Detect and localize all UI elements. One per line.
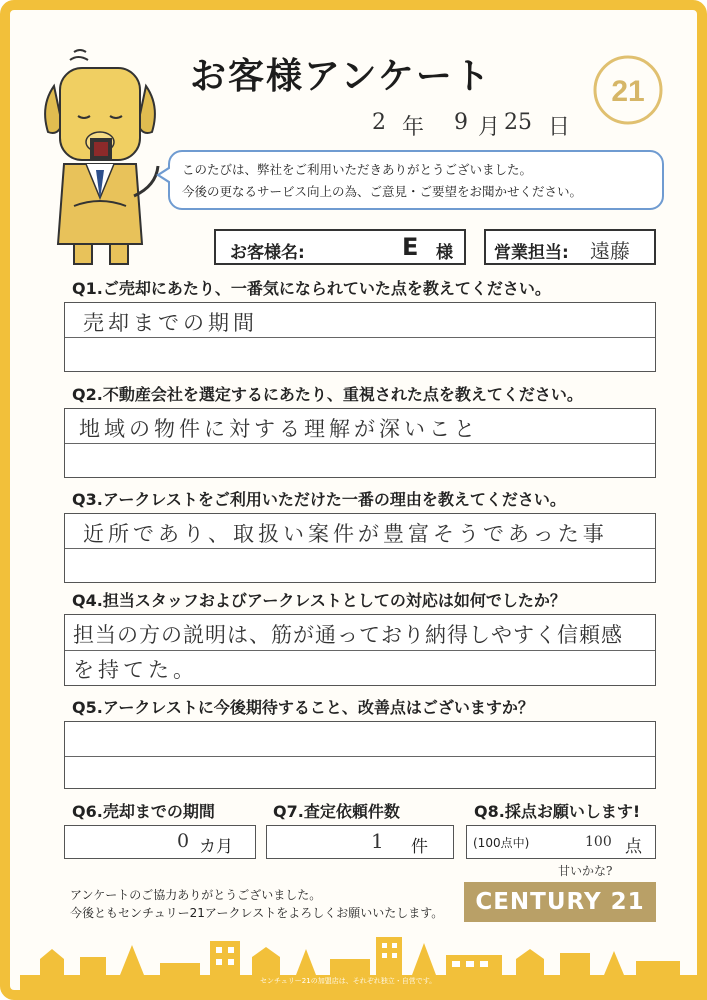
customer-name-box (214, 229, 466, 265)
question-6-label: Q6.売却までの期間 (72, 802, 215, 821)
logo-text: 21 (611, 75, 645, 108)
sales-staff-label: 営業担当: (494, 243, 569, 263)
customer-name-label: お客様名: (230, 243, 305, 263)
question-5-answer-box (64, 721, 656, 789)
question-1-answer-line-1: 売却までの期間 (83, 311, 258, 335)
date-year-value: 2 (372, 110, 386, 135)
date-month-value: 9 (454, 110, 468, 135)
date-day-value: 25 (504, 110, 532, 135)
question-8-value: 100 (585, 834, 612, 850)
date-year-label: 年 (402, 115, 425, 140)
question-4-answer-box (64, 614, 656, 686)
question-4-label: Q4.担当スタッフおよびアークレストとしての対応は如何でしたか？ (72, 591, 566, 610)
page-title: お客様アンケート (190, 56, 492, 97)
question-8-unit: 点 (625, 837, 642, 857)
question-7-label: Q7.査定依頼件数 (273, 802, 400, 821)
question-6-unit: カ月 (199, 837, 233, 857)
question-8-label: Q8.採点お願いします! (474, 802, 641, 821)
question-1-answer-box (64, 302, 656, 372)
question-8-handwritten-remark: 甘いかな? (558, 864, 613, 878)
question-4-answer-line-2: を持てた。 (73, 658, 198, 682)
question-4-answer-line-1: 担当の方の説明は、筋が通っており納得しやすく信頼感 (73, 623, 623, 647)
thanks-line-1: アンケートのご協力ありがとうございました。 (70, 888, 322, 902)
question-1-label: Q1.ご売却にあたり、一番気になられていた点を教えてください。 (72, 279, 551, 298)
customer-name-value: E (402, 233, 419, 261)
greeting-line-2: 今後の更なるサービス向上の為、ご意見・ご要望をお聞かせください。 (182, 184, 583, 199)
question-8-answer-box (466, 825, 656, 859)
date-month-label: 月 (478, 115, 501, 140)
speech-bubble-tail-fill (160, 168, 171, 182)
answer-rule-line (65, 337, 655, 338)
question-7-unit: 件 (411, 837, 428, 857)
footer-disclaimer: センチュリー21の加盟店は、それぞれ独立・自営です。 (260, 977, 437, 985)
question-2-label: Q2.不動産会社を選定するにあたり、重視された点を教えてください。 (72, 385, 583, 404)
answer-rule-line (65, 650, 655, 651)
question-2-answer-line-1: 地域の物件に対する理解が深いこと (79, 417, 479, 441)
customer-name-suffix: 様 (436, 243, 453, 263)
question-3-label: Q3.アークレストをご利用いただけた一番の理由を教えてください。 (72, 490, 566, 509)
century21-seal-logo (592, 54, 664, 126)
question-7-value: 1 (371, 829, 384, 853)
question-2-answer-box (64, 408, 656, 478)
answer-rule-line (65, 756, 655, 757)
question-6-value: 0 (177, 830, 190, 852)
answer-rule-line (65, 443, 655, 444)
question-8-note: (100点中) (473, 836, 530, 850)
century21-brand-bar: CENTURY 21 (464, 882, 656, 922)
sales-staff-value: 遠藤 (590, 239, 630, 263)
mascot-dog-illustration (34, 46, 166, 276)
date-day-label: 日 (548, 115, 571, 140)
question-3-answer-line-1: 近所であり、取扱い案件が豊富そうであった事 (83, 522, 608, 546)
town-silhouette-illustration (20, 935, 707, 1000)
answer-rule-line (65, 548, 655, 549)
thanks-line-2: 今後ともセンチュリー21アークレストをよろしくお願いいたします。 (70, 906, 444, 920)
question-3-answer-box (64, 513, 656, 583)
greeting-speech-bubble (168, 150, 664, 210)
question-7-answer-box (266, 825, 454, 859)
greeting-line-1: このたびは、弊社をご利用いただきありがとうございました。 (182, 162, 533, 177)
sales-staff-box (484, 229, 656, 265)
question-6-answer-box (64, 825, 256, 859)
question-5-label: Q5.アークレストに今後期待すること、改善点はございますか？ (72, 698, 534, 717)
